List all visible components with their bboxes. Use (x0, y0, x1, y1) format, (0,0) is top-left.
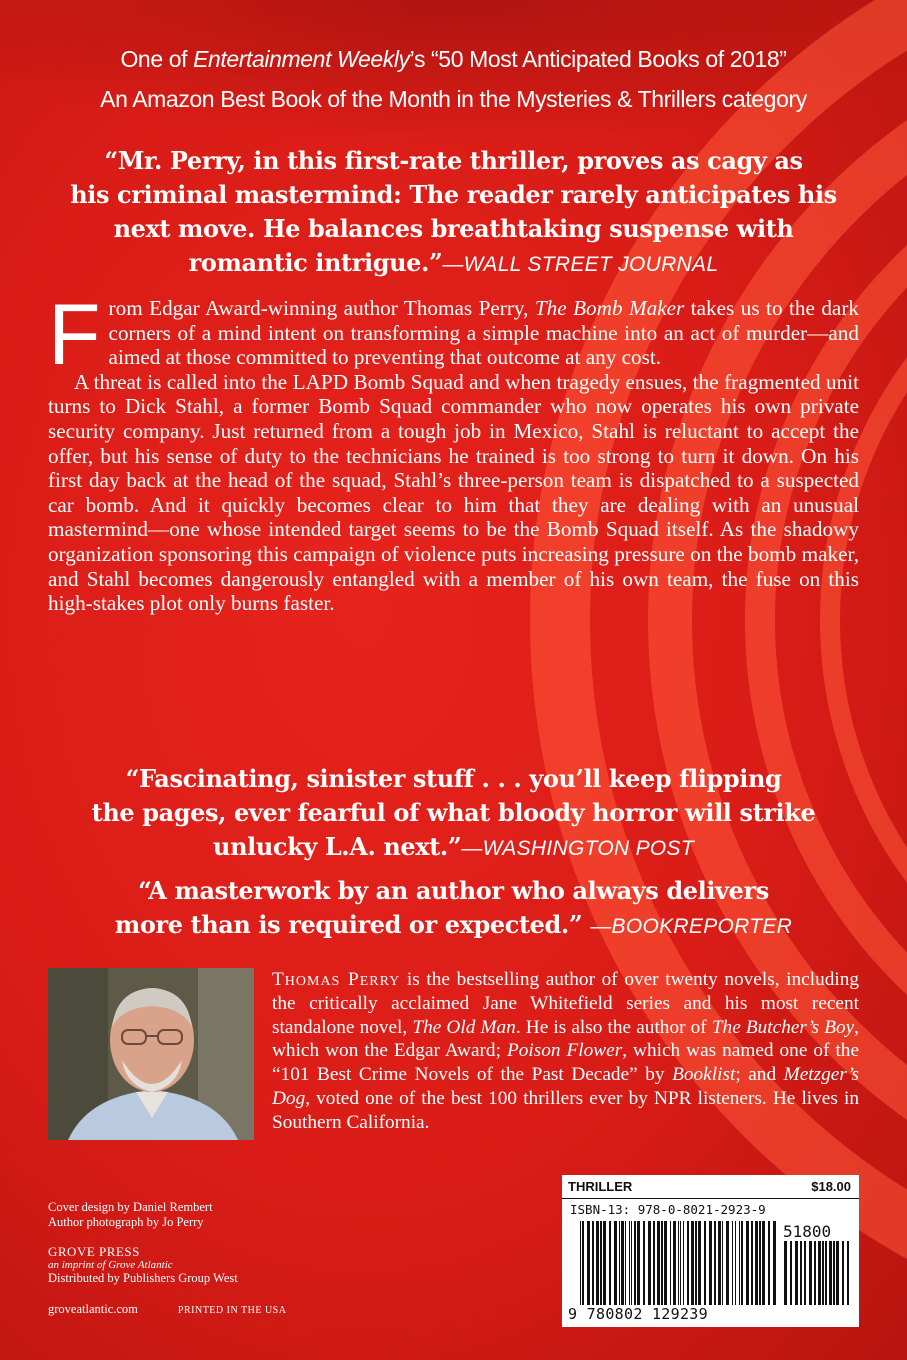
barcode-bar (680, 1221, 681, 1305)
barcode-bar (773, 1221, 776, 1305)
barcode-bar (746, 1221, 749, 1305)
author-name: Thomas Perry (272, 969, 401, 990)
barcode-bar (847, 1241, 849, 1305)
barcode-bar (631, 1221, 632, 1305)
barcode-bar (643, 1221, 645, 1305)
barcode-bar (825, 1241, 827, 1305)
barcode-bar (790, 1241, 792, 1305)
barcode-bar (836, 1241, 839, 1305)
isbn-text: ISBN-13: 978-0-8021-2923-9 (570, 1202, 766, 1217)
barcode-bar (751, 1221, 753, 1305)
barcode-bar (741, 1221, 743, 1305)
barcode-bar (726, 1221, 729, 1305)
barcode-bar (755, 1221, 758, 1305)
barcode-bar (739, 1221, 740, 1305)
author-photo (48, 968, 254, 1140)
barcode-bar (580, 1221, 581, 1305)
isbn-barcode-box (562, 1175, 859, 1327)
accolade-line-1: One of Entertainment Weekly’s “50 Most Anticipated Books of 2018” (120, 46, 787, 72)
barcode-bar (621, 1221, 624, 1305)
barcode-bar (587, 1221, 590, 1305)
barcode-bar (596, 1221, 599, 1305)
barcode-bar (800, 1241, 802, 1305)
barcode-bar (768, 1221, 770, 1305)
barcode-bar (687, 1221, 689, 1305)
quote-bookreporter: “A masterwork by an author who always delivers more than is required or expected.” —BOOKREPORTER (114, 876, 793, 939)
category-label: THRILLER (568, 1179, 633, 1194)
barcode-bar (784, 1241, 787, 1305)
barcode-bar (629, 1221, 630, 1305)
barcode-bar (704, 1221, 706, 1305)
barcode-bar (673, 1221, 676, 1305)
barcode-bars (580, 1221, 776, 1305)
barcode-bar (582, 1221, 584, 1305)
price-code: 51800 (783, 1222, 832, 1241)
addon-barcode-bars (784, 1241, 850, 1305)
accolade-line-2: An Amazon Best Book of the Month in the Mysteries & Thrillers category (100, 86, 807, 112)
quote-wsj: “Mr. Perry, in this first-rate thriller, proves as cagy as his criminal mastermind: The reader rarely anticipates his next move. He balances breathtaking suspense with romantic intrigue.”—WALL STREET JOURNAL (70, 146, 837, 277)
barcode-bar (670, 1221, 671, 1305)
barcode-bar (653, 1221, 655, 1305)
barcode-bar (664, 1221, 667, 1305)
barcode-bar (634, 1221, 636, 1305)
price-label: $18.00 (811, 1179, 851, 1194)
barcode-bar (648, 1221, 651, 1305)
book-description: From Edgar Award-winning author Thomas Perry, The Bomb Maker takes us to the dark corners of a mind intent on transforming a simple machine into an act of murder—and aimed at those committed to preventing that outcome at any cost. A threat is called into the LAPD Bomb Squad and when tragedy ensues, the fragmented unit turns to Dick Stahl, a former Bomb Squad commander who now operates his own private security company. Just returned from a tough job in Mexico, Stahl is reluctant to accept the offer, but his sense of duty to the technicians he trained is too strong to turn it down. On his first day back at the head of the squad, Stahl’s three-person team is dispatched to a suspected car bomb. And it quickly becomes clear to him that they are dealing with an unusual mastermind—one whose intended target seems to be the Bomb Squad itself. As the shadowy organization sponsoring this campaign of violence puts increasing pressure on the bomb maker, and Stahl becomes dangerously entangled with a member of his own team, the fuse on this high-stakes plot only burns faster. (48, 287, 859, 616)
barcode-bar (714, 1221, 716, 1305)
barcode-bar (600, 1221, 602, 1305)
author-bio: Thomas Perry is the bestselling author of over twenty novels, including the critically acclaimed Jane Whitefield series and his most recent standalone novel, The Old Man. He is also the author of The Butcher’s Boy, which won the Edgar Award; Poison Flower, which was named one of the “101 Best Crime Novels of the Past Decade” by Booklist; and Metzger’s Dog, voted one of the best 100 thrillers ever by NPR listeners. He lives in Southern California. (272, 969, 860, 1133)
barcode-bar (637, 1221, 640, 1305)
drop-cap: F (48, 287, 101, 383)
quote-source: —BOOKREPORTER (590, 915, 793, 938)
barcode-bar (829, 1241, 832, 1305)
barcode-bar (762, 1221, 765, 1305)
barcode-bar (657, 1221, 660, 1305)
publisher-info: GROVE PRESS an imprint of Grove Atlantic Distributed by Publishers Group West (48, 1244, 238, 1285)
barcode-bar (804, 1241, 806, 1305)
barcode-bar (822, 1241, 824, 1305)
barcode-bar (732, 1221, 733, 1305)
website-line: groveatlantic.com PRINTED IN THE USA (48, 1302, 287, 1316)
barcode-bar (678, 1221, 679, 1305)
barcode-bar (718, 1221, 721, 1305)
barcode-bar (833, 1241, 835, 1305)
barcode-bar (592, 1221, 594, 1305)
barcode-bar (759, 1221, 761, 1305)
barcode-bar (603, 1221, 606, 1305)
barcode-bar (735, 1221, 736, 1305)
barcode-bar (722, 1221, 723, 1305)
barcode-bar (795, 1241, 798, 1305)
cover-credits: Cover design by Daniel Rembert Author photograph by Jo Perry (48, 1200, 213, 1229)
barcode-bar (619, 1221, 620, 1305)
barcode-number: 9 780802 129239 (568, 1305, 708, 1323)
barcode-bar (691, 1221, 694, 1305)
barcode-bar (818, 1241, 821, 1305)
quote-source: —WALL STREET JOURNAL (442, 253, 719, 276)
barcode-bar (709, 1221, 712, 1305)
barcode-bar (842, 1241, 844, 1305)
quote-washington-post: “Fascinating, sinister stuff . . . you’ll keep flipping the pages, ever fearful of what bloody horror will strike unlucky L.A. next.”—WASHINGTON POST (91, 764, 816, 861)
barcode-bar (625, 1221, 626, 1305)
barcode-bar (661, 1221, 663, 1305)
barcode-bar (814, 1241, 816, 1305)
barcode-bar (609, 1221, 611, 1305)
barcode-bar (683, 1221, 684, 1305)
quote-source: —WASHINGTON POST (461, 837, 694, 860)
barcode-bar (614, 1221, 617, 1305)
barcode-bar (698, 1221, 701, 1305)
barcode-bar (695, 1221, 697, 1305)
barcode-bar (809, 1241, 812, 1305)
